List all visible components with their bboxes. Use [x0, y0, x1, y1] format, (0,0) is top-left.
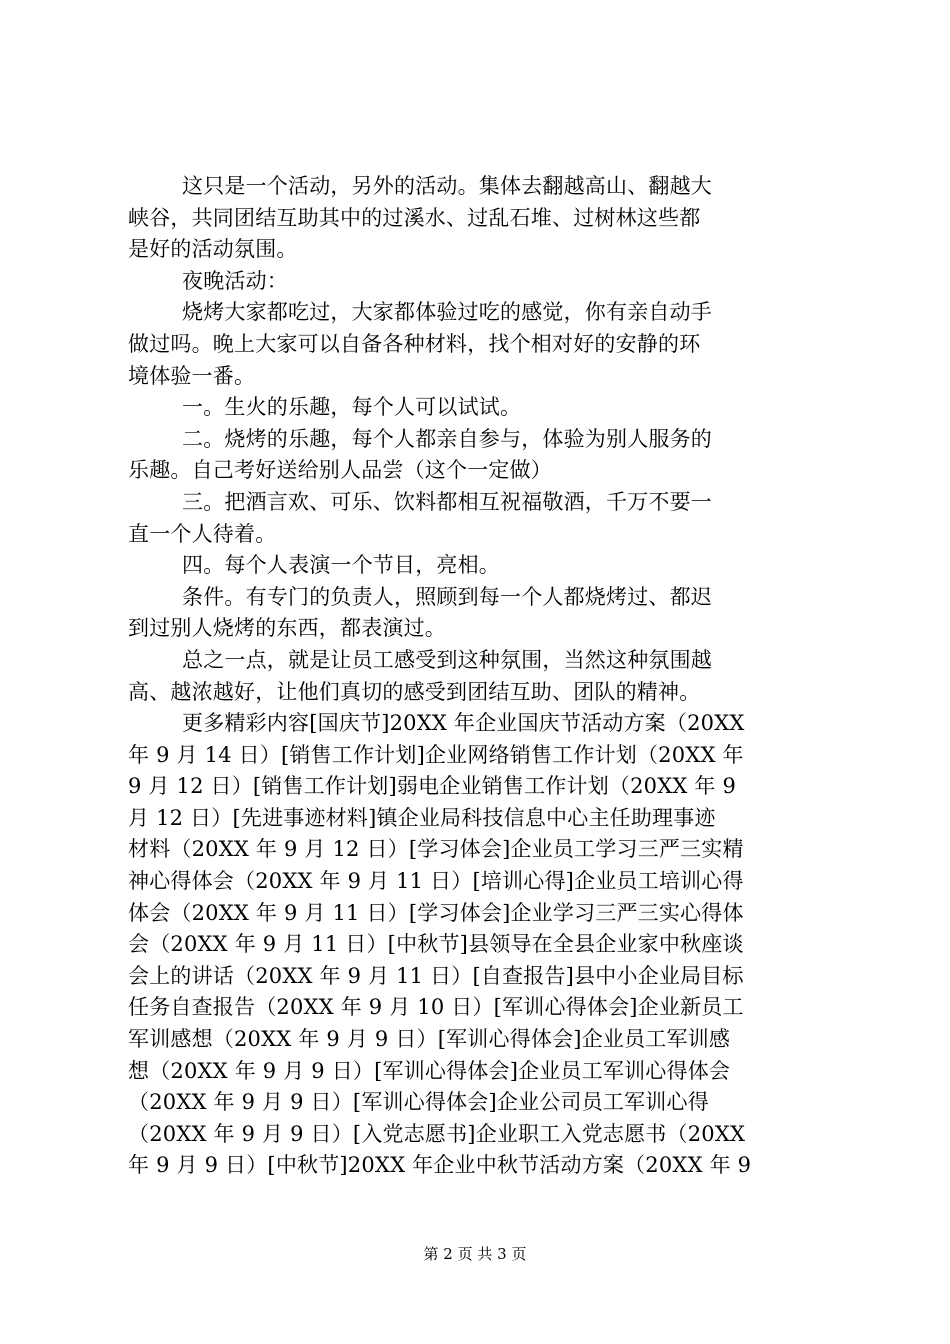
text-line: 峡谷，共同团结互助其中的过溪水、过乱石堆、过树林这些都: [128, 205, 701, 230]
text-line: 直一个人待着。: [128, 521, 277, 546]
text-line: 这只是一个活动，另外的活动。集体去翻越高山、翻越大: [182, 174, 712, 198]
text-line: 夜晚活动：: [182, 268, 288, 293]
text-line: 乐趣。自己考好送给别人品尝（这个一定做）: [128, 458, 552, 483]
text-line: 神心得体会（20XX 年 9 月 11 日）[培训心得]企业员工培训心得: [128, 869, 744, 894]
text-line: 材料（20XX 年 9 月 12 日）[学习体会]企业员工学习三严三实精: [128, 837, 744, 862]
text-line: 三。把酒言欢、可乐、饮料都相互祝福敬酒，千万不要一: [182, 489, 712, 514]
text-line: 年 9 月 9 日）[中秋节]20XX 年企业中秋节活动方案（20XX 年 9: [128, 1153, 752, 1178]
text-line: 条件。有专门的负责人，照顾到每一个人都烧烤过、都迟: [182, 584, 712, 609]
text-line: 会上的讲话（20XX 年 9 月 11 日）[自查报告]县中小企业局目标: [128, 963, 744, 988]
text-line: 到过别人烧烤的东西，都表演过。: [128, 616, 446, 641]
text-line: 总之一点，就是让员工感受到这种氛围，当然这种氛围越: [182, 647, 712, 672]
text-line: 是好的活动氛围。: [128, 237, 298, 262]
text-line: 月 12 日）[先进事迹材料]镇企业局科技信息中心主任助理事迹: [128, 805, 716, 830]
text-line: 年 9 月 14 日）[销售工作计划]企业网络销售工作计划（20XX 年: [128, 742, 744, 767]
text-line: 体会（20XX 年 9 月 11 日）[学习体会]企业学习三严三实心得体: [128, 900, 744, 925]
text-line: 任务自查报告（20XX 年 9 月 10 日）[军训心得体会]企业新员工: [128, 995, 744, 1020]
text-line: （20XX 年 9 月 9 日）[入党志愿书]企业职工入党志愿书（20XX: [128, 1121, 746, 1146]
text-line: 二。烧烤的乐趣，每个人都亲自参与，体验为别人服务的: [182, 426, 712, 451]
text-line: 想（20XX 年 9 月 9 日）[军训心得体会]企业员工军训心得体会: [128, 1058, 731, 1083]
text-line: （20XX 年 9 月 9 日）[军训心得体会]企业公司员工军训心得: [128, 1090, 709, 1115]
text-line: 军训感想（20XX 年 9 月 9 日）[军训心得体会]企业员工军训感: [128, 1027, 731, 1052]
text-line: 烧烤大家都吃过，大家都体验过吃的感觉，你有亲自动手: [182, 300, 712, 325]
text-line: 会（20XX 年 9 月 11 日）[中秋节]县领导在全县企业家中秋座谈: [128, 932, 744, 957]
text-line: 境体验一番。: [128, 363, 256, 388]
text-line: 9 月 12 日）[销售工作计划]弱电企业销售工作计划（20XX 年 9: [128, 774, 737, 799]
text-line: 高、越浓越好，让他们真切的感受到团结互助、团队的精神。: [128, 679, 701, 704]
text-line: 做过吗。晚上大家可以自备各种材料，找个相对好的安静的环: [128, 331, 701, 356]
text-line: 更多精彩内容[国庆节]20XX 年企业国庆节活动方案（20XX: [182, 711, 745, 736]
text-line: 一。生火的乐趣，每个人可以试试。: [182, 395, 522, 420]
text-line: 四。每个人表演一个节目，亮相。: [182, 553, 500, 578]
document-body: [128, 171, 830, 1182]
page-footer: 第 2 页 共 3 页: [423, 1245, 527, 1263]
